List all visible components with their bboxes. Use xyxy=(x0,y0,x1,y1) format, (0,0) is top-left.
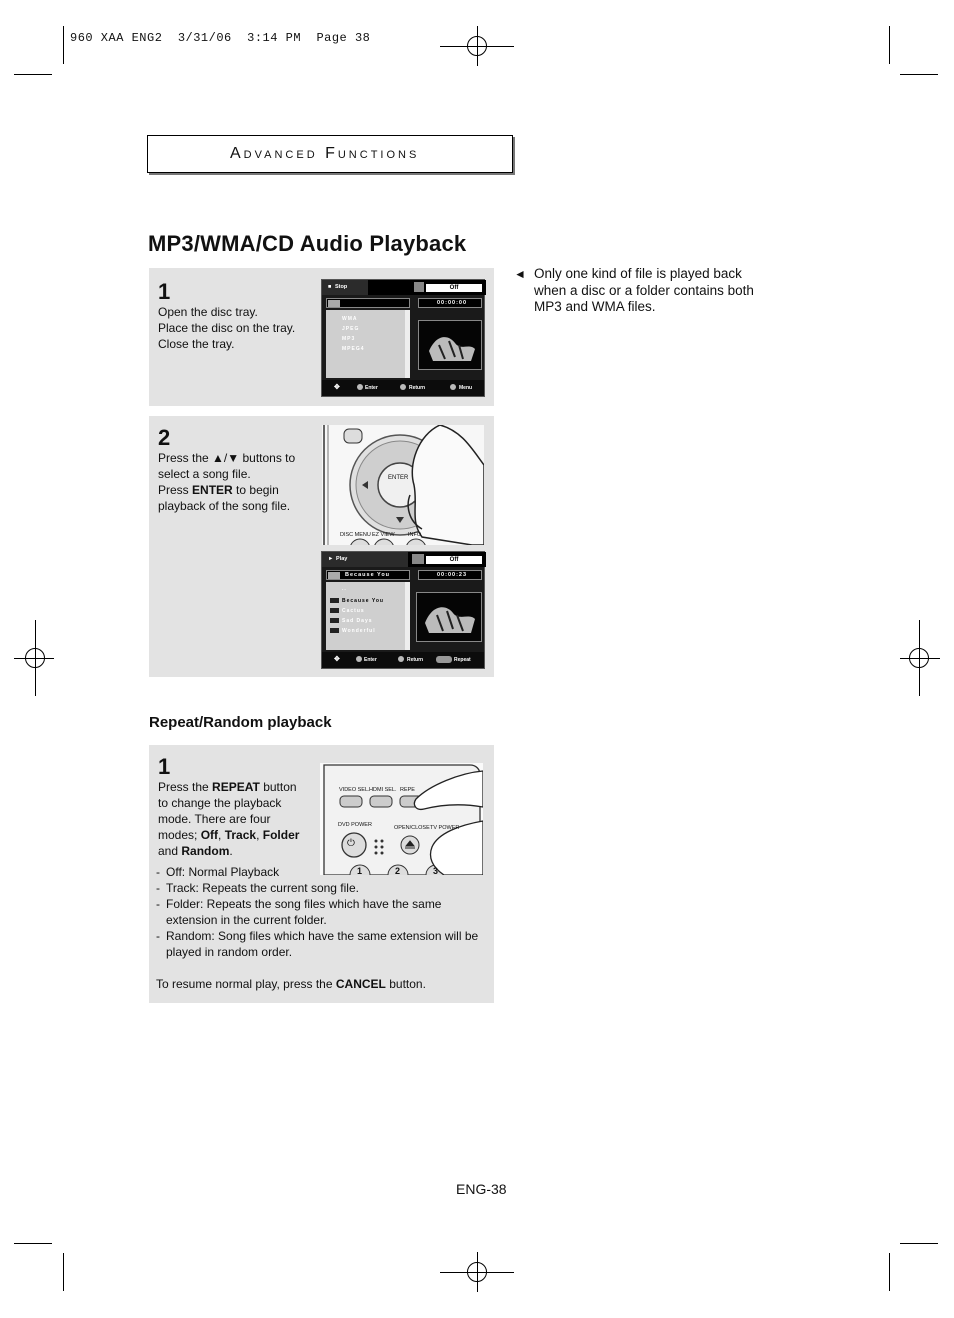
repeat-step-text xyxy=(158,779,308,859)
osd-screen-play xyxy=(321,551,485,669)
remote-dvd-power-label: DVD POWER xyxy=(338,822,372,828)
remote-key-3: 3 xyxy=(433,866,439,875)
step-number: 1 xyxy=(158,754,171,779)
text-run: Press xyxy=(158,483,189,497)
repeat-step-panel xyxy=(149,745,494,1003)
step-1-panel xyxy=(149,268,494,406)
list-item xyxy=(156,880,490,896)
step-line: Open the disc tray. xyxy=(158,305,258,319)
crop-mark xyxy=(63,1253,64,1291)
list-scrollbar xyxy=(405,310,410,378)
nav-arrows-icon: ✥ xyxy=(334,656,340,663)
registration-line xyxy=(14,658,54,659)
step-2-panel xyxy=(149,416,494,677)
remote-repeat-illustration xyxy=(320,763,483,875)
step-line: Place the disc on the tray. xyxy=(158,321,296,335)
time-box xyxy=(418,298,482,308)
registration-line xyxy=(35,620,36,696)
remote-key-1: 1 xyxy=(357,866,363,875)
text-run: Press the xyxy=(158,451,209,465)
remote-tv-power-label: TV POWER xyxy=(430,825,460,831)
remote-repeat-photo xyxy=(320,763,483,875)
bullet-text: Folder: Repeats the song files which have the same extension in the current folder. xyxy=(166,897,442,927)
subsection-title: Repeat/Random playback xyxy=(149,714,332,731)
text-run: Press the xyxy=(158,780,209,794)
crop-mark xyxy=(900,1243,938,1244)
crop-mark xyxy=(889,26,890,64)
text-run: modes; xyxy=(158,828,198,842)
step-line: mode. There are four xyxy=(158,812,271,826)
osd-status-bar xyxy=(322,280,484,295)
preview-image-icon xyxy=(417,593,481,641)
power-icon: ⏻ xyxy=(347,838,355,849)
list-item: .. xyxy=(342,586,347,592)
list-item: MPEG4 xyxy=(342,346,365,352)
repeat-key-icon xyxy=(436,656,452,663)
remote-disc-menu-label: DISC MENU xyxy=(340,532,371,538)
remote-hdmi-sel-label: HDMI SEL. xyxy=(369,787,397,793)
osd-screen-stop xyxy=(321,279,485,397)
osd-footer xyxy=(322,380,484,396)
menu-dot-icon xyxy=(450,384,456,390)
up-down-arrows-icon: ▲/▼ xyxy=(212,451,240,465)
bullet-dash: - xyxy=(156,929,160,943)
remote-key-2: 2 xyxy=(395,866,401,875)
bullet-text: Track: Repeats the current song file. xyxy=(166,881,359,895)
cancel-keyword: CANCEL xyxy=(335,977,386,991)
footer-enter: Enter xyxy=(364,657,377,663)
list-item: JPEG xyxy=(342,326,360,332)
bullet-text: Off: Normal Playback xyxy=(166,865,280,879)
step-number: 2 xyxy=(158,425,171,450)
text-run: button xyxy=(263,780,297,794)
remote-nav-photo xyxy=(322,425,484,545)
osd-status-bar xyxy=(322,552,484,567)
now-playing-bar xyxy=(326,570,410,580)
mode-folder: Folder xyxy=(262,828,300,842)
step-line xyxy=(158,450,308,466)
step-line xyxy=(158,482,308,498)
osd-path-bar xyxy=(326,298,410,308)
note-text: Only one kind of file is played back when a disc or a folder contains both MP3 and WMA files. xyxy=(534,266,754,314)
crop-mark xyxy=(63,26,64,64)
stop-icon: ■ xyxy=(328,284,332,290)
enter-dot-icon xyxy=(356,656,362,662)
list-scrollbar xyxy=(405,582,410,650)
osd-time: 00:00:00 xyxy=(437,300,468,306)
list-item: Cactus xyxy=(342,608,365,614)
registration-line xyxy=(477,1252,478,1292)
repeat-keyword: REPEAT xyxy=(212,780,260,794)
remote-ez-view-label: EZ VIEW xyxy=(372,532,395,538)
text-run: To resume normal play, press the xyxy=(156,977,333,991)
text-run: button. xyxy=(389,977,426,991)
step-line xyxy=(158,827,308,843)
repeat-icon xyxy=(414,282,424,292)
note-arrow-icon: ◄ xyxy=(514,267,526,281)
preview-image-icon xyxy=(419,321,481,369)
remote-nav-illustration xyxy=(322,425,484,545)
footer-return: Return xyxy=(409,385,426,391)
list-item: Sad Days xyxy=(342,618,373,624)
list-item xyxy=(156,896,490,928)
list-item: WMA xyxy=(342,316,358,322)
folder-icon xyxy=(328,300,340,307)
print-header: 960 XAA ENG2 3/31/06 3:14 PM Page 38 xyxy=(70,31,371,45)
registration-line xyxy=(919,620,920,696)
text-run: , xyxy=(218,828,222,842)
repeat-mode-list xyxy=(156,864,490,960)
registration-line xyxy=(477,26,478,66)
file-icon xyxy=(330,598,339,603)
mode-track: Track xyxy=(224,828,257,842)
enter-dot-icon xyxy=(357,384,363,390)
osd-footer xyxy=(322,652,484,668)
text-run: , xyxy=(256,828,260,842)
remote-repeat-label: REPE xyxy=(400,787,415,793)
resume-text xyxy=(156,976,426,992)
crop-mark xyxy=(14,74,52,75)
enter-keyword: ENTER xyxy=(192,483,233,497)
section-header xyxy=(147,135,513,173)
crop-mark xyxy=(14,1243,52,1244)
step-2-text xyxy=(158,450,308,514)
speaker-icon xyxy=(328,572,340,579)
text-run: . xyxy=(229,844,233,858)
page-number: ENG-38 xyxy=(456,1181,507,1197)
time-box xyxy=(418,570,482,580)
repeat-icon xyxy=(412,554,424,564)
nav-arrows-icon: ✥ xyxy=(334,384,340,391)
list-item xyxy=(156,928,490,960)
section-title: Advanced Functions xyxy=(230,145,420,162)
osd-status: Play xyxy=(336,556,348,562)
bullet-dash: - xyxy=(156,897,160,911)
remote-enter-label: ENTER xyxy=(388,475,409,481)
preview-thumbnail xyxy=(416,592,482,642)
step-number: 1 xyxy=(158,279,171,304)
text-run: to begin xyxy=(236,483,279,497)
bullet-text: Random: Song files which have the same extension will be played in random order. xyxy=(166,929,479,959)
file-icon xyxy=(330,618,339,623)
return-dot-icon xyxy=(400,384,406,390)
osd-status: Stop xyxy=(335,284,348,290)
return-dot-icon xyxy=(398,656,404,662)
remote-video-sel-label: VIDEO SEL. xyxy=(339,787,370,793)
preview-thumbnail xyxy=(418,320,482,370)
play-icon: ► xyxy=(328,556,334,562)
step-line xyxy=(158,779,308,795)
step-line: playback of the song file. xyxy=(158,499,291,513)
text-run: and xyxy=(158,844,179,858)
remote-open-close-label: OPEN/CLOSE xyxy=(394,825,430,831)
osd-time: 00:00:23 xyxy=(437,572,468,578)
step-line: to change the playback xyxy=(158,796,282,810)
step-line xyxy=(158,843,308,859)
crop-mark xyxy=(889,1253,890,1291)
text-run: buttons to xyxy=(242,451,296,465)
now-playing: Because You xyxy=(345,572,391,578)
mode-off: Off xyxy=(200,828,219,842)
bullet-dash: - xyxy=(156,865,160,879)
footer-enter: Enter xyxy=(365,385,378,391)
list-item: MP3 xyxy=(342,336,356,342)
remote-info-label: INFO xyxy=(408,532,422,538)
footer-menu: Menu xyxy=(459,385,473,391)
mode-random: Random xyxy=(181,844,230,858)
repeat-status: Off xyxy=(426,284,482,292)
osd-file-list xyxy=(326,582,410,650)
footer-return: Return xyxy=(407,657,424,663)
bullet-dash: - xyxy=(156,881,160,895)
list-item: Wonderful xyxy=(342,628,376,634)
file-icon xyxy=(330,608,339,613)
step-line: Close the tray. xyxy=(158,337,235,351)
step-line: select a song file. xyxy=(158,467,251,481)
repeat-status: Off xyxy=(426,556,482,564)
step-1-text xyxy=(158,304,295,352)
list-item: Because You xyxy=(342,598,384,604)
page-title: MP3/WMA/CD Audio Playback xyxy=(148,231,467,256)
list-item xyxy=(156,864,490,880)
registration-line xyxy=(900,658,940,659)
file-icon xyxy=(330,628,339,633)
osd-file-list xyxy=(326,310,410,378)
footer-repeat: Repeat xyxy=(454,657,471,663)
crop-mark xyxy=(900,74,938,75)
